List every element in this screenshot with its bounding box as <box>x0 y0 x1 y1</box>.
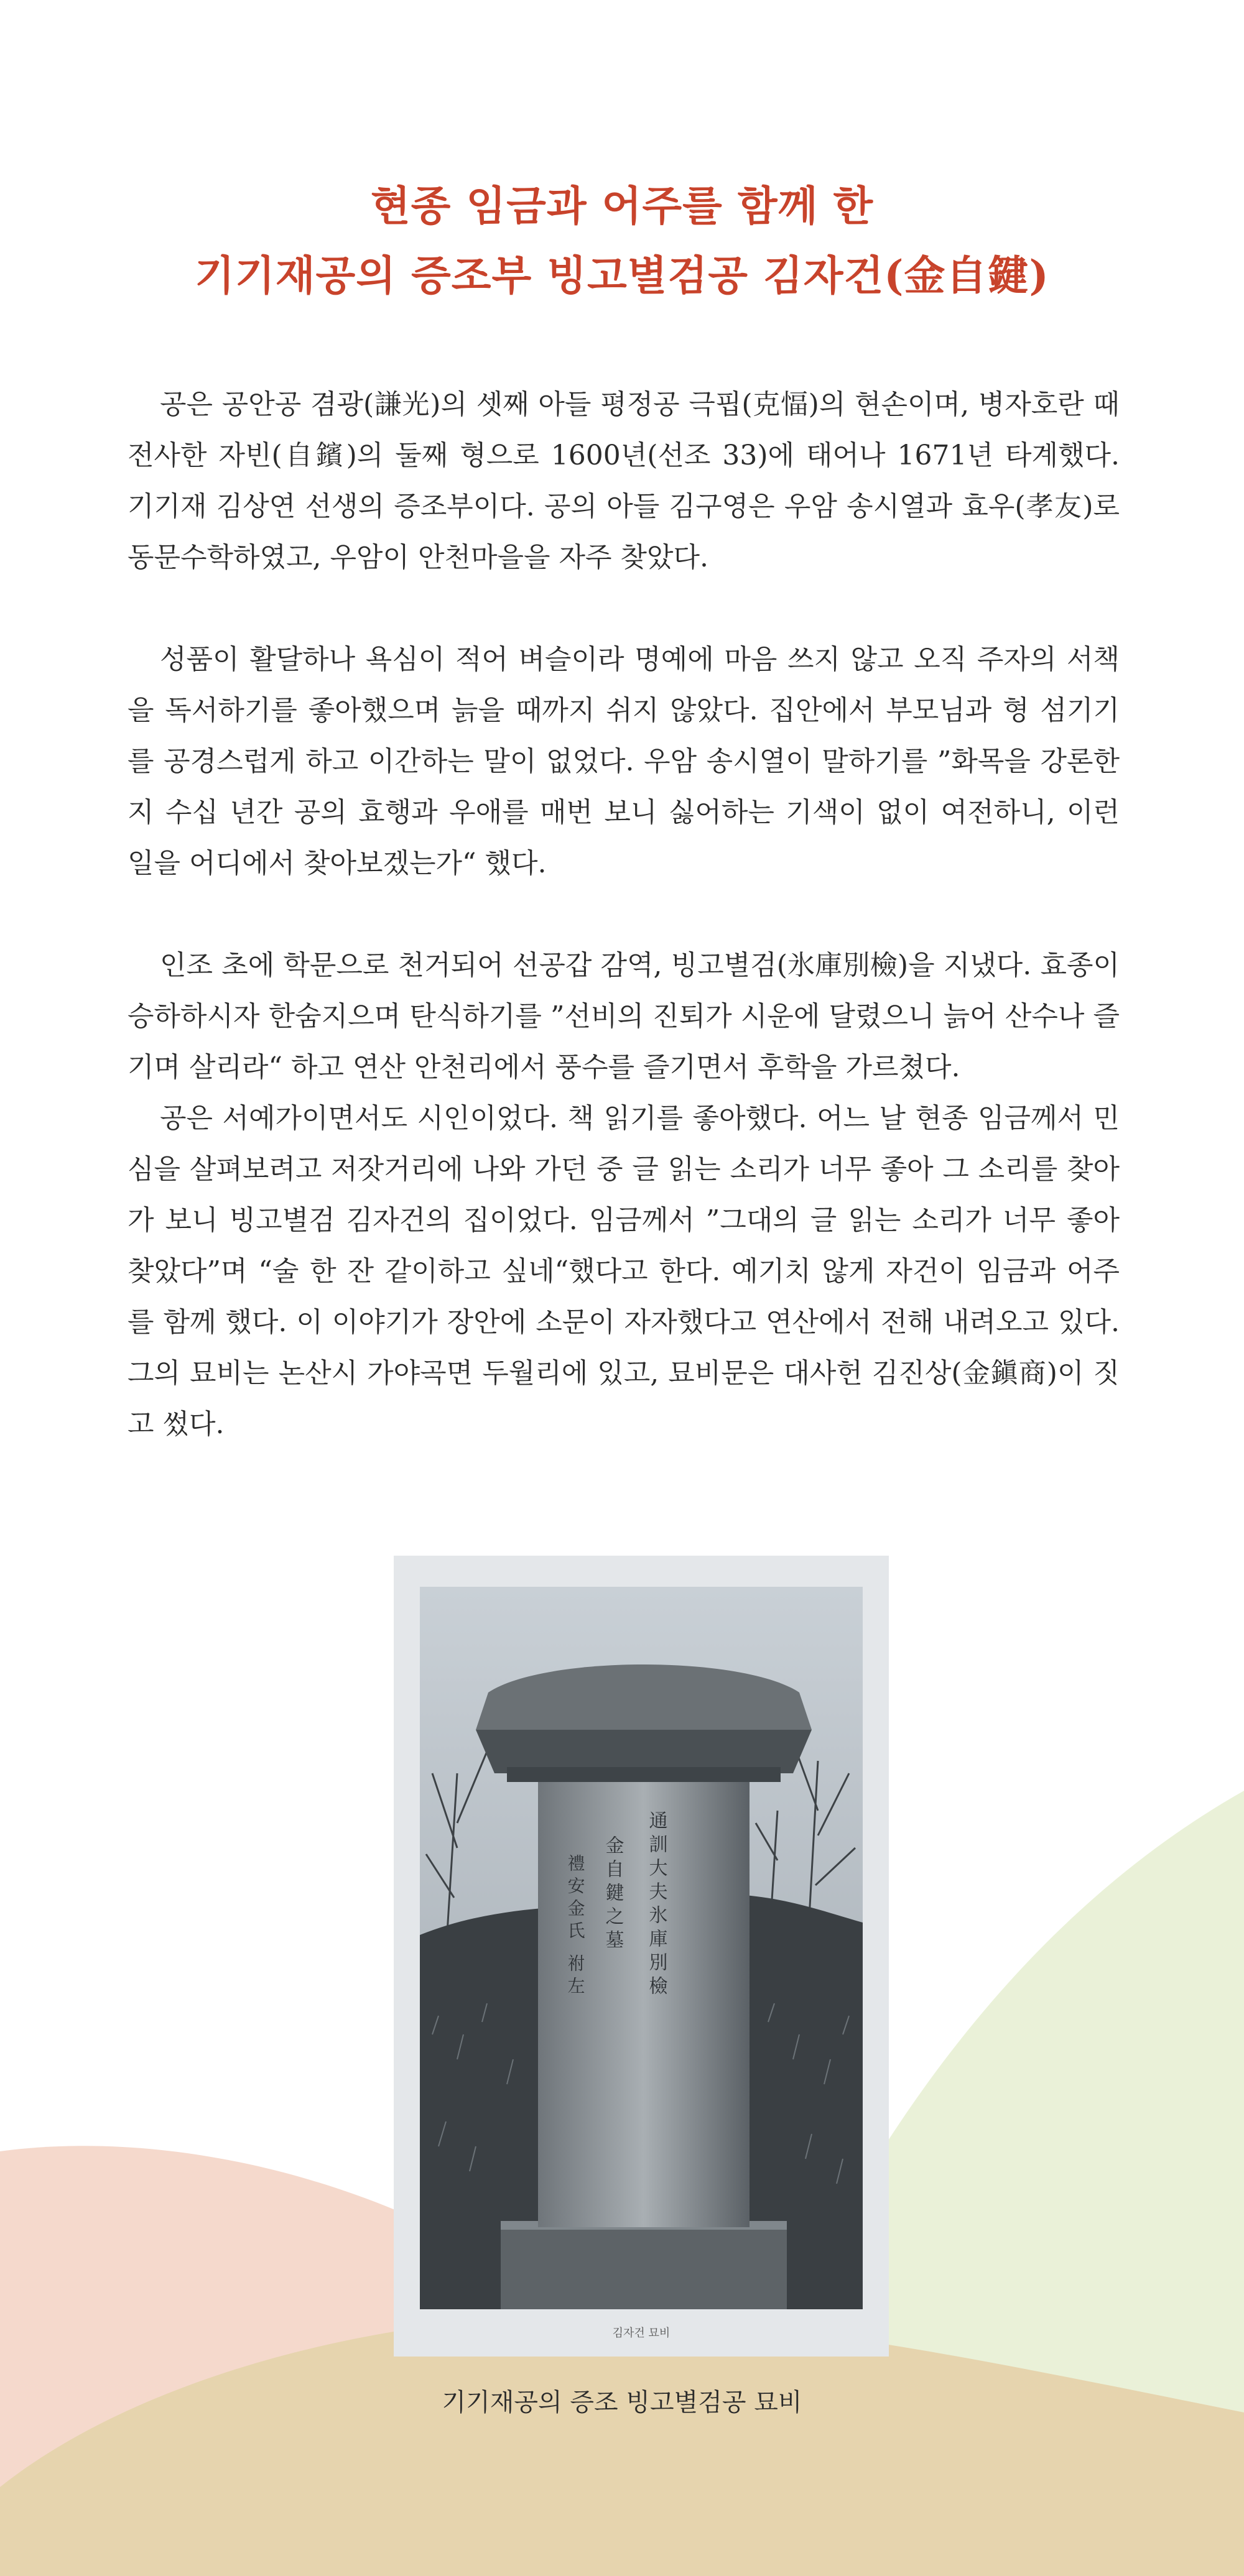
paragraph-3: 인조 초에 학문으로 천거되어 선공갑 감역, 빙고별검(氷庫別檢)을 지냈다. 효종이 승하하시자 한숨지으며 탄식하기를 ”선비의 진퇴가 시운에 달렸으니 늙어 산수나 즐기며 살리라“ 하고 연산 안천리에서 풍수를 즐기면서 후학을 가르쳤다. <box>128 949 1120 1083</box>
photo-label: 김자건 묘비 <box>612 2327 671 2340</box>
paragraph-4: 공은 서예가이면서도 시인이었다. 책 읽기를 좋아했다. 어느 날 현종 임금께서 민심을 살펴보려고 저잣거리에 나와 가던 중 글 읽는 소리가 너무 좋아 그 소리를 찾아가 보니 빙고별검 김자건의 집이었다. 임금께서 ”그대의 글 읽는 소리가 너무 좋아 찾았다”며 “술 한 잔 같이하고 싶네“했다고 한다. 예기치 않게 자건이 임금과 어주를 함께 했다. 이 이야기가 장안에 소문이 자자했다고 연산에서 전해 내려오고 있다. 그의 묘비는 논산시 가야곡면 두월리에 있고, 묘비문은 대사헌 김진상(金鎭商)이 짓고 썼다. <box>128 1102 1120 1440</box>
paragraph-2: 성품이 활달하나 욕심이 적어 벼슬이라 명예에 마음 쓰지 않고 오직 주자의 서책을 독서하기를 좋아했으며 늙을 때까지 쉬지 않았다. 집안에서 부모님과 형 섬기기를 공경스럽게 하고 이간하는 말이 없었다. 우암 송시열이 말하기를 ”화목을 강론한 지 수십 년간 공의 효행과 우애를 매번 보니 싫어하는 기색이 없이 여전하니, 이런 일을 어디에서 찾아보겠는가“ 했다. <box>128 644 1120 879</box>
title-line-1: 현종 임금과 어주를 함께 한 <box>370 182 874 230</box>
inscription-col-2: 金自鍵之墓 <box>601 1835 624 1954</box>
article-body <box>128 379 1120 1450</box>
paragraph-1: 공은 공안공 겸광(謙光)의 셋째 아들 평정공 극핍(克愊)의 현손이며, 병자호란 때 전사한 자빈(自鑌)의 둘째 형으로 1600년(선조 33)에 태어나 1671년 타계했다. 기기재 김상연 선생의 증조부이다. 공의 아들 김구영은 우암 송시열과 효우(孝友)로 동문수학하였고, 우암이 안천마을을 자주 찾았다. <box>128 389 1120 573</box>
photo-image <box>420 1587 863 2309</box>
inscription-col-1: 通訓大夫氷庫別檢 <box>645 1811 667 2000</box>
title-line-2: 기기재공의 증조부 빙고별검공 김자건(金自鍵) <box>195 251 1049 300</box>
photo-caption: 기기재공의 증조 빙고별검공 묘비 <box>442 2388 802 2417</box>
inscription-col-3: 禮安金氏 祔左 <box>565 1854 586 1999</box>
page-title <box>0 171 1244 310</box>
tombstone-photo <box>394 1556 889 2357</box>
